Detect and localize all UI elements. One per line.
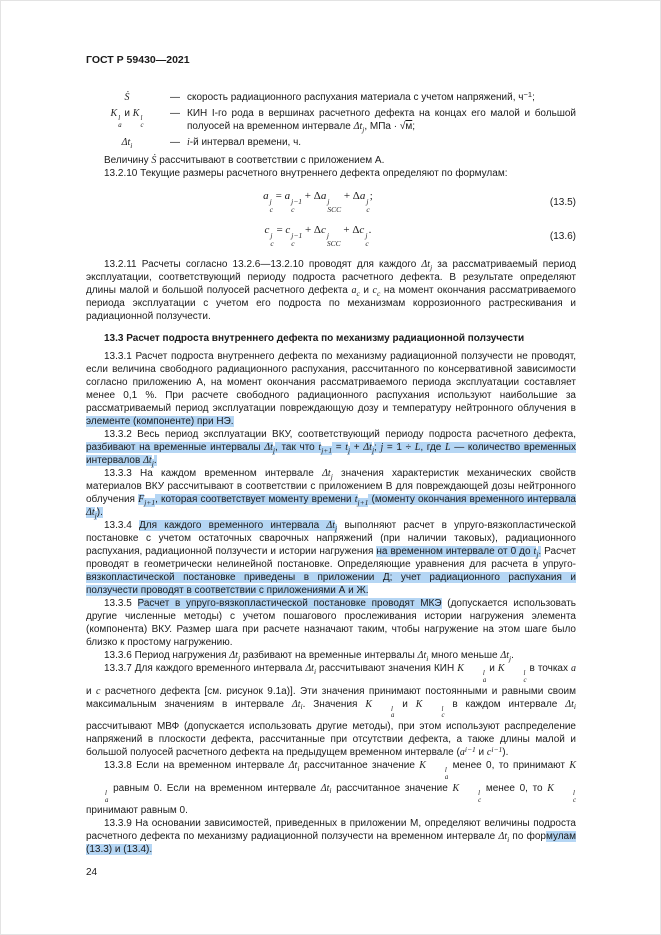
text-run: a bbox=[320, 190, 327, 202]
text-run: a bbox=[459, 747, 465, 759]
text-run: K bbox=[569, 760, 576, 772]
highlighted-text: . bbox=[153, 455, 157, 466]
text-run: K bbox=[497, 663, 505, 674]
definition-dash: — bbox=[170, 137, 180, 148]
text-run: разбивают на временные интервалы bbox=[240, 650, 418, 661]
text-run: 13.2.10 Текущие размеры расчетного внутреннего дефекта определяют по формулам: bbox=[104, 168, 508, 179]
text-run: и bbox=[86, 685, 96, 697]
page-number: 24 bbox=[86, 867, 98, 878]
highlighted-text: Для каждого временного интервала bbox=[139, 520, 327, 531]
text-run: выполняют расчет в упруго-вязкопластической постановке с учетом остаточных сварочных напряжений (при наличии таковых), радиационного распухания, радиационной ползучести и истории нагружения bbox=[86, 520, 576, 557]
section-heading bbox=[86, 332, 576, 345]
text-run: равным 0. Если на временном интервале bbox=[108, 782, 321, 794]
highlighted-text: j bbox=[348, 445, 351, 455]
paragraph bbox=[86, 467, 576, 519]
text-run: и bbox=[486, 663, 498, 674]
paragraph bbox=[86, 649, 576, 662]
text-run: Δt bbox=[288, 760, 298, 772]
highlighted-text: L bbox=[445, 442, 451, 453]
paragraph bbox=[86, 759, 576, 817]
formula-number: (13.5) bbox=[549, 196, 576, 208]
text-run: скорость радиационного распухания материала с учетом напряжений, ч bbox=[187, 92, 524, 103]
text-run: Δt bbox=[322, 468, 331, 479]
text-run: c bbox=[356, 288, 360, 298]
highlighted-text: Δt bbox=[86, 507, 95, 518]
text-run: i bbox=[507, 834, 510, 844]
highlighted-text: j+1 bbox=[144, 497, 156, 507]
text-run: c bbox=[372, 285, 377, 296]
text-run: Δt bbox=[291, 698, 301, 710]
text-run: рассчитывают значения КИН bbox=[316, 663, 458, 674]
text-run: на момент окончания рассматриваемого периода эксплуатации с учетом его подроста по механизмам коррозионного растрескивания и радиационной ползучести. bbox=[86, 285, 576, 322]
text-run: l с bbox=[572, 789, 576, 804]
formula-expression bbox=[86, 190, 550, 214]
text-run: l с bbox=[441, 705, 445, 720]
text-run: м bbox=[405, 121, 413, 132]
text-run: a bbox=[284, 190, 291, 202]
text-run: 13.3.2 Весь период эксплуатации ВКУ, соответствующий периоду подроста расчетного дефекта, bbox=[104, 429, 576, 440]
formula-row bbox=[86, 190, 576, 214]
text-run: i bbox=[300, 702, 303, 712]
highlighted-text: мулам (13.3) и (13.4). bbox=[86, 831, 576, 856]
text-run: l а bbox=[105, 789, 109, 804]
text-run: -й интервал времени, ч. bbox=[189, 137, 302, 148]
definition-term bbox=[86, 91, 168, 104]
text-run: j c bbox=[270, 231, 274, 248]
formula-row bbox=[86, 224, 576, 248]
text-run: l а bbox=[391, 705, 395, 720]
text-run: рассчитывают МВФ (допускается использовать другие методы), при этом используют распределение напряжений в плоскости дефекта, рассчитанные при отсутствии дефекта, а также длины малой и большой полуосей расчетного дефекта на предыдущем временном интервале ( bbox=[86, 721, 576, 759]
highlighted-text: ; bbox=[374, 442, 381, 453]
text-run: i bbox=[426, 653, 429, 663]
text-run: i bbox=[297, 763, 300, 773]
text-run: K bbox=[547, 782, 554, 794]
highlighted-text: — количество временных интервалов bbox=[86, 442, 576, 466]
highlighted-text: j bbox=[335, 523, 338, 533]
text-run: = bbox=[273, 224, 286, 236]
text-run: 13.3.6 Период нагружения bbox=[104, 650, 230, 661]
text-run: c bbox=[285, 224, 291, 236]
text-run: c bbox=[320, 224, 326, 236]
text-run: c bbox=[377, 288, 381, 298]
text-run: 13.3.9 На основании зависимостей, приведенных в приложении М, определяют величины подроста расчетного дефекта по механизму радиационной ползучести на временном интервале bbox=[86, 818, 576, 843]
highlighted-text: t bbox=[345, 442, 349, 453]
text-run: j−1 c bbox=[291, 231, 303, 248]
highlighted-text: Δt bbox=[264, 442, 273, 453]
text-run: l с bbox=[523, 670, 527, 684]
text-run: менее 0, то bbox=[481, 782, 548, 794]
text-run: 13.2.11 Расчеты согласно 13.2.6—13.2.10 проводят для каждого bbox=[104, 259, 422, 270]
text-run: K bbox=[457, 663, 464, 674]
text-run: за рассматриваемый период эксплуатации, соответствующий периоду подроста расчетного дефекта. В результате определяют длины малой и большой полуосей расчетного дефекта bbox=[86, 259, 576, 296]
definition-item bbox=[86, 136, 576, 149]
definition-text bbox=[187, 91, 576, 104]
highlighted-text: вязкопластической постановке приведены в приложении Д; учет радиационного распухания и ползучести проводят в соответствии с приложениями А и Ж. bbox=[86, 572, 576, 596]
highlighted-text: , так что bbox=[275, 442, 319, 453]
text-run: принимают равным 0. bbox=[86, 805, 188, 817]
document-header: ГОСТ Р 59430—2021 bbox=[86, 54, 190, 66]
highlighted-text: Δt bbox=[363, 442, 372, 453]
text-run: −1 bbox=[523, 89, 533, 99]
text-run: j c bbox=[365, 231, 369, 248]
text-run: менее 0, то принимают bbox=[448, 760, 570, 772]
highlighted-text: Δt bbox=[326, 520, 336, 531]
text-run: + Δ bbox=[341, 190, 360, 202]
text-run: в точках bbox=[526, 663, 571, 674]
highlighted-text: t bbox=[354, 494, 358, 505]
text-run: K bbox=[452, 782, 460, 794]
text-run: j bbox=[362, 124, 365, 134]
highlighted-text: ). bbox=[96, 507, 103, 518]
text-run: Величину bbox=[104, 155, 152, 166]
definition-dash: — bbox=[170, 92, 180, 103]
text-run: и bbox=[121, 108, 133, 119]
highlighted-text: j bbox=[272, 445, 276, 455]
definition-text bbox=[187, 136, 576, 149]
text-run: + Δ bbox=[302, 190, 321, 202]
paragraph bbox=[86, 428, 576, 467]
text-run: + Δ bbox=[302, 224, 321, 236]
text-run: j c bbox=[366, 197, 370, 214]
definition-item bbox=[86, 91, 576, 104]
text-run: с bbox=[95, 685, 101, 697]
text-run: рассчитанное значение bbox=[331, 782, 453, 794]
text-run: i−1 bbox=[491, 744, 503, 754]
text-run: j bbox=[509, 653, 512, 663]
text-run: j bbox=[237, 653, 241, 663]
paragraph bbox=[86, 519, 576, 597]
text-run: l с bbox=[478, 789, 482, 804]
formula-number: (13.6) bbox=[549, 230, 576, 242]
text-run: i bbox=[130, 140, 133, 150]
text-run: в каждом интервале bbox=[444, 698, 566, 710]
text-run: j c bbox=[269, 197, 273, 214]
highlighted-text: j+1 bbox=[321, 445, 333, 455]
text-run: i bbox=[187, 137, 190, 148]
paragraph bbox=[86, 258, 576, 323]
text-run: j−1 c bbox=[291, 197, 303, 214]
text-run: (допускается использовать другие численные методы) с учетом пошагового прослеживания истории нагружения элемента (компонента) ВКУ. Размер шага при расчете назначают таким, чтобы нагружение на этом шаге было близко к простому нагружению. bbox=[86, 598, 577, 648]
paragraph bbox=[86, 597, 576, 649]
highlighted-text: t bbox=[533, 546, 537, 557]
text-run: Ṡ bbox=[124, 92, 130, 103]
text-run: l а bbox=[118, 115, 122, 129]
definition-dash: — bbox=[170, 108, 180, 119]
text-run: K bbox=[415, 698, 423, 710]
text-run: a bbox=[263, 190, 269, 202]
text-run: Расчет проводят в геометрически нелинейной постановке. Определяющие уравнения для расчета в упруго- bbox=[86, 546, 576, 570]
highlighted-text: (моменту окончания временного интервала bbox=[368, 494, 576, 505]
paragraph bbox=[86, 662, 576, 759]
definition-item bbox=[86, 107, 576, 133]
definition-text bbox=[187, 107, 576, 133]
highlighted-text: t bbox=[318, 442, 322, 453]
text-run: ; bbox=[532, 92, 535, 103]
text-run: рассчитывают в соответствии с приложением А. bbox=[156, 155, 385, 166]
highlighted-text: Δt bbox=[143, 455, 152, 466]
text-run: 13.3.8 Если на временном интервале bbox=[104, 760, 289, 772]
text-run: Δt bbox=[353, 121, 363, 132]
highlighted-text: на временном интервале от 0 до bbox=[376, 546, 534, 557]
text-run: 13.3.1 Расчет подроста внутреннего дефекта по механизму радиационной ползучести не проводят, если величина свободного радиационного распухания, рассчитанного по консервативной зависимости согласно приложению А, на момент окончания рассматриваемого периода эксплуатации составляет менее 0,1 %. При расчете свободного радиационного распухания используют наибольшие за рассматриваемый период эксплуатации повреждающую дозу и температуру нейтронного облучения в bbox=[86, 351, 576, 414]
paragraph bbox=[86, 350, 576, 428]
text-run: КИН I-го рода в вершинах расчетного дефекта на концах его малой и большой полуосей на временном интервале bbox=[187, 108, 576, 132]
text-run: l а bbox=[444, 767, 449, 781]
text-run: i bbox=[573, 702, 576, 712]
text-run: l с bbox=[140, 115, 144, 129]
highlighted-text: , где bbox=[420, 442, 445, 453]
text-run: j bbox=[330, 471, 333, 481]
text-run: = bbox=[272, 190, 285, 202]
text-run: Δt bbox=[320, 782, 330, 794]
highlighted-text: j+1 bbox=[357, 497, 369, 507]
text-run: . bbox=[511, 650, 514, 661]
text-run: l а bbox=[482, 670, 487, 684]
text-run: c bbox=[264, 224, 270, 236]
text-run: 13.3.7 Для каждого временного интервала bbox=[104, 663, 306, 674]
text-run: i bbox=[313, 666, 317, 676]
text-run: Δt bbox=[121, 137, 131, 148]
text-run: Δt bbox=[229, 650, 238, 661]
text-run: Δt bbox=[498, 831, 508, 843]
text-run: 13.3.5 bbox=[104, 598, 138, 609]
definition-term bbox=[86, 136, 168, 149]
text-run: значения характеристик механических свойств материалов ВКУ рассчитывают в соответствии с приложением В для повреждающей дозы нейтронного облучения bbox=[86, 468, 576, 505]
highlighted-text: элементе (компоненте) при НЭ. bbox=[86, 416, 234, 427]
text-run: i bbox=[329, 786, 332, 796]
highlighted-text: разбивают на временные интервалы bbox=[86, 442, 265, 453]
highlighted-text: j bbox=[380, 442, 384, 453]
text-run: j SCC bbox=[326, 231, 341, 248]
text-run: и bbox=[394, 698, 416, 710]
text-run: K bbox=[419, 760, 426, 772]
text-run: расчетного дефекта [см. рисунок 9.1а)]. Эти значения принимают постоянными и равными своим максимальным значениям в интервале bbox=[86, 685, 576, 710]
text-run: Δt bbox=[565, 698, 574, 710]
text-run: + Δ bbox=[340, 224, 360, 236]
paragraph bbox=[86, 167, 576, 180]
definition-term bbox=[86, 107, 168, 133]
definitions-list bbox=[86, 91, 576, 149]
highlighted-text: j bbox=[94, 510, 97, 520]
text-run: a bbox=[351, 285, 357, 296]
text-run: . Значения bbox=[302, 698, 366, 710]
text-run: Δt bbox=[500, 650, 510, 661]
highlighted-text: = bbox=[332, 442, 346, 453]
text-run: Δt bbox=[417, 650, 427, 661]
document-blocks bbox=[86, 91, 576, 856]
text-run: j SCC bbox=[327, 197, 342, 214]
text-run: , МПа · bbox=[364, 121, 400, 132]
highlighted-text: . bbox=[538, 546, 542, 557]
text-run: 13.3 Расчет подроста внутреннего дефекта по механизму радиационной ползучести bbox=[104, 333, 525, 344]
highlighted-text: Расчет в упруго-вязкопластической постановке проводят МКЭ bbox=[137, 598, 442, 609]
text-run: по фор bbox=[509, 831, 546, 843]
highlighted-text: L bbox=[414, 442, 421, 453]
text-run: много меньше bbox=[428, 650, 501, 661]
text-run: . bbox=[368, 224, 372, 236]
formula-expression bbox=[86, 224, 550, 248]
paragraph bbox=[86, 154, 576, 167]
highlighted-text: = 1 ÷ bbox=[383, 442, 415, 453]
text-run: а bbox=[570, 663, 576, 674]
text-run: Δt bbox=[305, 663, 314, 674]
highlighted-text: , которая соответствует моменту времени bbox=[155, 494, 355, 505]
text-run: Ṡ bbox=[151, 155, 157, 166]
text-run: j bbox=[430, 262, 433, 272]
text-run: a bbox=[359, 190, 366, 202]
text-run: K bbox=[132, 108, 140, 119]
text-run: и bbox=[359, 285, 373, 296]
text-run: и bbox=[475, 747, 487, 759]
text-run: ). bbox=[502, 747, 509, 759]
text-run: 13.3.4 bbox=[104, 520, 140, 531]
text-run: рассчитанное значение bbox=[299, 760, 420, 772]
highlighted-text: + bbox=[350, 442, 364, 453]
highlighted-text: j bbox=[151, 458, 154, 468]
text-run: K bbox=[365, 698, 373, 710]
text-run: Δt bbox=[421, 259, 431, 270]
paragraph bbox=[86, 817, 576, 856]
text-run: i−1 bbox=[464, 744, 476, 754]
text-run: √ bbox=[399, 121, 406, 132]
highlighted-text: F bbox=[138, 494, 145, 505]
text-run: ; bbox=[369, 190, 373, 202]
text-run: c bbox=[486, 747, 492, 759]
text-run: ; bbox=[412, 121, 416, 132]
text-run: 13.3.3 На каждом временном интервале bbox=[104, 468, 323, 479]
highlighted-text: j bbox=[536, 549, 539, 559]
text-run: c bbox=[359, 224, 365, 236]
highlighted-text: j bbox=[371, 445, 375, 455]
text-run: K bbox=[110, 108, 118, 119]
